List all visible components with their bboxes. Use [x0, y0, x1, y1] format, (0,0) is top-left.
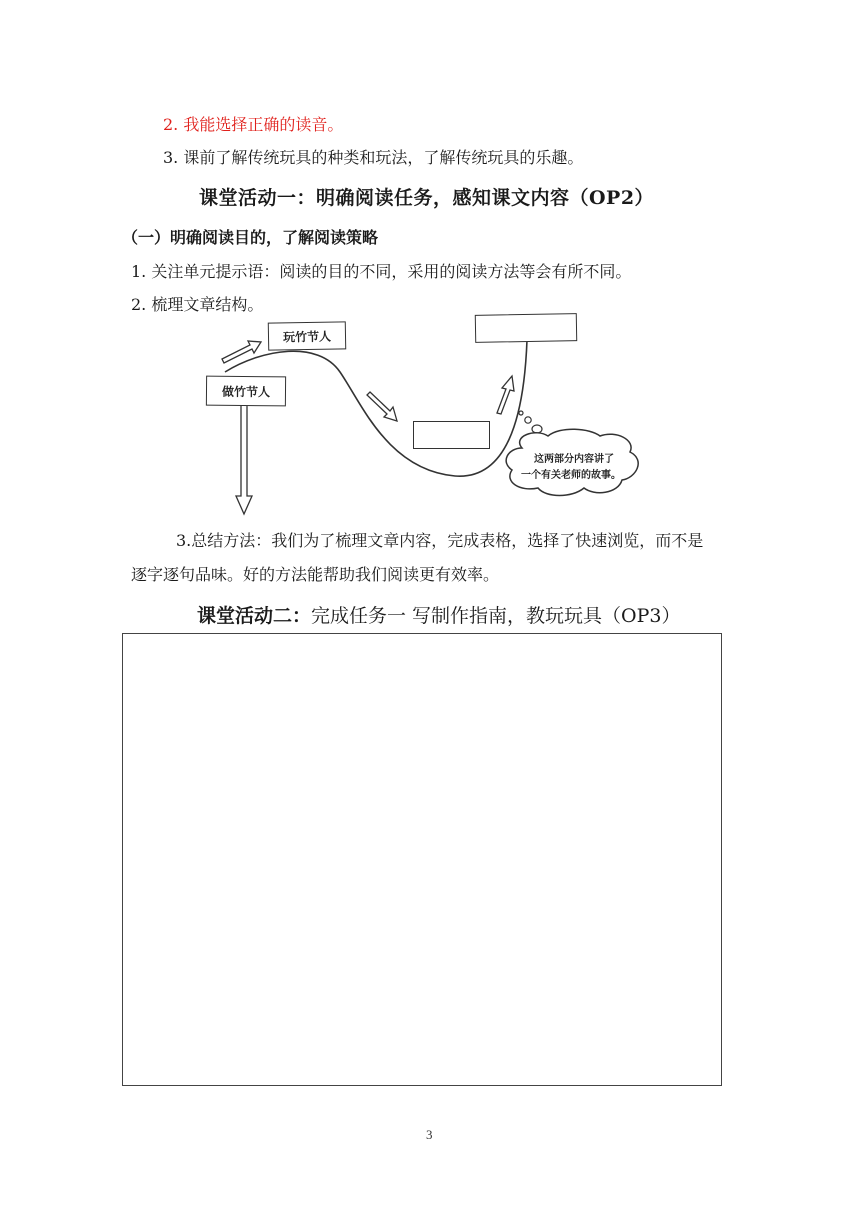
box-blank-bottom[interactable] — [413, 421, 490, 449]
bubble-text-line-2: 一个有关老师的故事。 — [521, 470, 621, 481]
answer-area[interactable] — [122, 633, 722, 1086]
activity1-point-2: 2. 梳理文章结构。 — [131, 295, 264, 314]
thought-dot-large — [532, 425, 542, 433]
arrow-down-long — [236, 405, 252, 514]
activity2-heading-bold: 课堂活动二： — [197, 605, 312, 627]
structure-curve — [225, 340, 527, 476]
activity1-heading: 课堂活动一：明确阅读任务，感知课文内容（OP2） — [199, 187, 655, 209]
arrow-down-right — [367, 392, 397, 421]
arrow-up-right-1 — [222, 341, 261, 363]
box-make-label: 做竹节人 — [221, 384, 271, 399]
thought-dot-small — [519, 411, 523, 415]
box-play-bamboo-man — [268, 321, 346, 350]
activity1-point-1: 1. 关注单元提示语：阅读的目的不同，采用的阅读方法等会有所不同。 — [131, 262, 632, 281]
page-number: 3 — [426, 1127, 433, 1142]
thought-dot-medium — [525, 417, 531, 423]
box-play-label: 玩竹节人 — [282, 329, 332, 344]
structure-diagram — [0, 0, 860, 540]
bubble-text-line-1: 这两部分内容讲了 — [534, 454, 614, 465]
activity2-heading-rest: 完成任务一 写制作指南，教玩玩具（OP3） — [311, 605, 681, 627]
box-make-bamboo-man — [206, 376, 286, 407]
activity2-heading — [197, 601, 681, 628]
goal-item-2: 2. 我能选择正确的读音。 — [163, 115, 344, 134]
activity1-subheading: （一）明确阅读目的，了解阅读策略 — [122, 228, 379, 247]
summary-line-2: 逐字逐句品味。好的方法能帮助我们阅读更有效率。 — [131, 565, 500, 584]
goal-item-3: 3. 课前了解传统玩具的种类和玩法，了解传统玩具的乐趣。 — [163, 148, 584, 167]
arrow-up — [497, 376, 514, 414]
summary-line-1: 3.总结方法：我们为了梳理文章内容，完成表格，选择了快速浏览，而不是 — [176, 531, 704, 550]
box-blank-top[interactable] — [475, 313, 577, 343]
